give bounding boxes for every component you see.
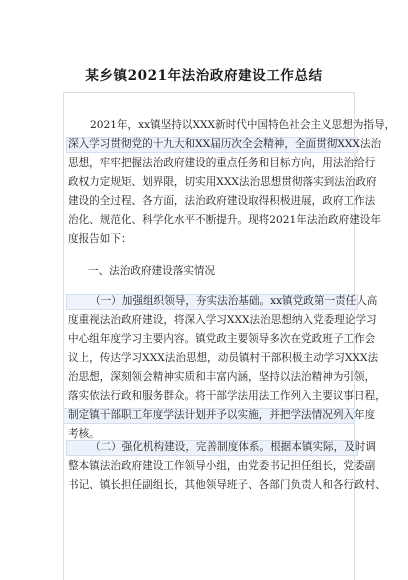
body-line-11: 议上，传达学习XXX法治思想，动员镇村干部积极主动学习XXX法 bbox=[68, 352, 379, 364]
body-line-2: 深入学习贯彻党的十九大和XX届历次全会精神，全面贯彻XXX法治 bbox=[68, 138, 382, 150]
body-line-3: 思想，牢牢把握法治政府建设的重点任务和目标方向，用法治给行 bbox=[68, 157, 376, 169]
body-line-6: 治化、规范化、科学化水平不断提升。现将2021年法治政府建设年 bbox=[68, 214, 381, 226]
body-line-18: 书记、镇长担任副组长，其他领导班子、各部门负责人和各行政村、 bbox=[68, 479, 386, 491]
section-heading-1: 一、法治政府建设落实情况 bbox=[88, 265, 216, 277]
body-line-7: 度报告如下： bbox=[68, 233, 132, 245]
body-line-14: 制定镇干部职工年度学法计划并予以实施，并把学法情况列入年度 bbox=[68, 409, 376, 421]
body-line-4: 政权力定规矩、划界限，切实用XXX法治思想贯彻落实到法治政府 bbox=[68, 176, 377, 188]
document-title: 某乡镇2021年法治政府建设工作总结 bbox=[85, 68, 323, 84]
body-line-5: 建设的全过程、各方面，法治政府建设取得积极进展，政府工作法 bbox=[68, 195, 376, 207]
body-line-13: 落实依法行政和服务群众。将干部学法用法工作列入主要议事日程， bbox=[68, 390, 386, 402]
body-line-10: 中心组年度学习主要内容。镇党政主要领导多次在党政班子工作会 bbox=[68, 333, 376, 345]
body-line-8: （一）加强组织领导，夯实法治基础。xx镇党政第一责任人高 bbox=[90, 295, 378, 307]
body-line-16: （二）强化机构建设，完善制度体系。根据本镇实际，及时调 bbox=[90, 441, 377, 453]
body-line-9: 度重视法治政府建设，将深入学习XXX法治思想纳入党委理论学习 bbox=[68, 314, 377, 326]
body-line-15: 考核。 bbox=[68, 428, 100, 440]
body-line-12: 治思想，深刻领会精神实质和丰富内涵，坚持以法治精神为引领， bbox=[68, 371, 376, 383]
body-line-1: 2021年，xx镇坚持以XXX新时代中国特色社会主义思想为指导， bbox=[90, 119, 396, 131]
body-line-17: 整本镇法治政府建设工作领导小组，由党委书记担任组长，党委副 bbox=[68, 460, 376, 472]
